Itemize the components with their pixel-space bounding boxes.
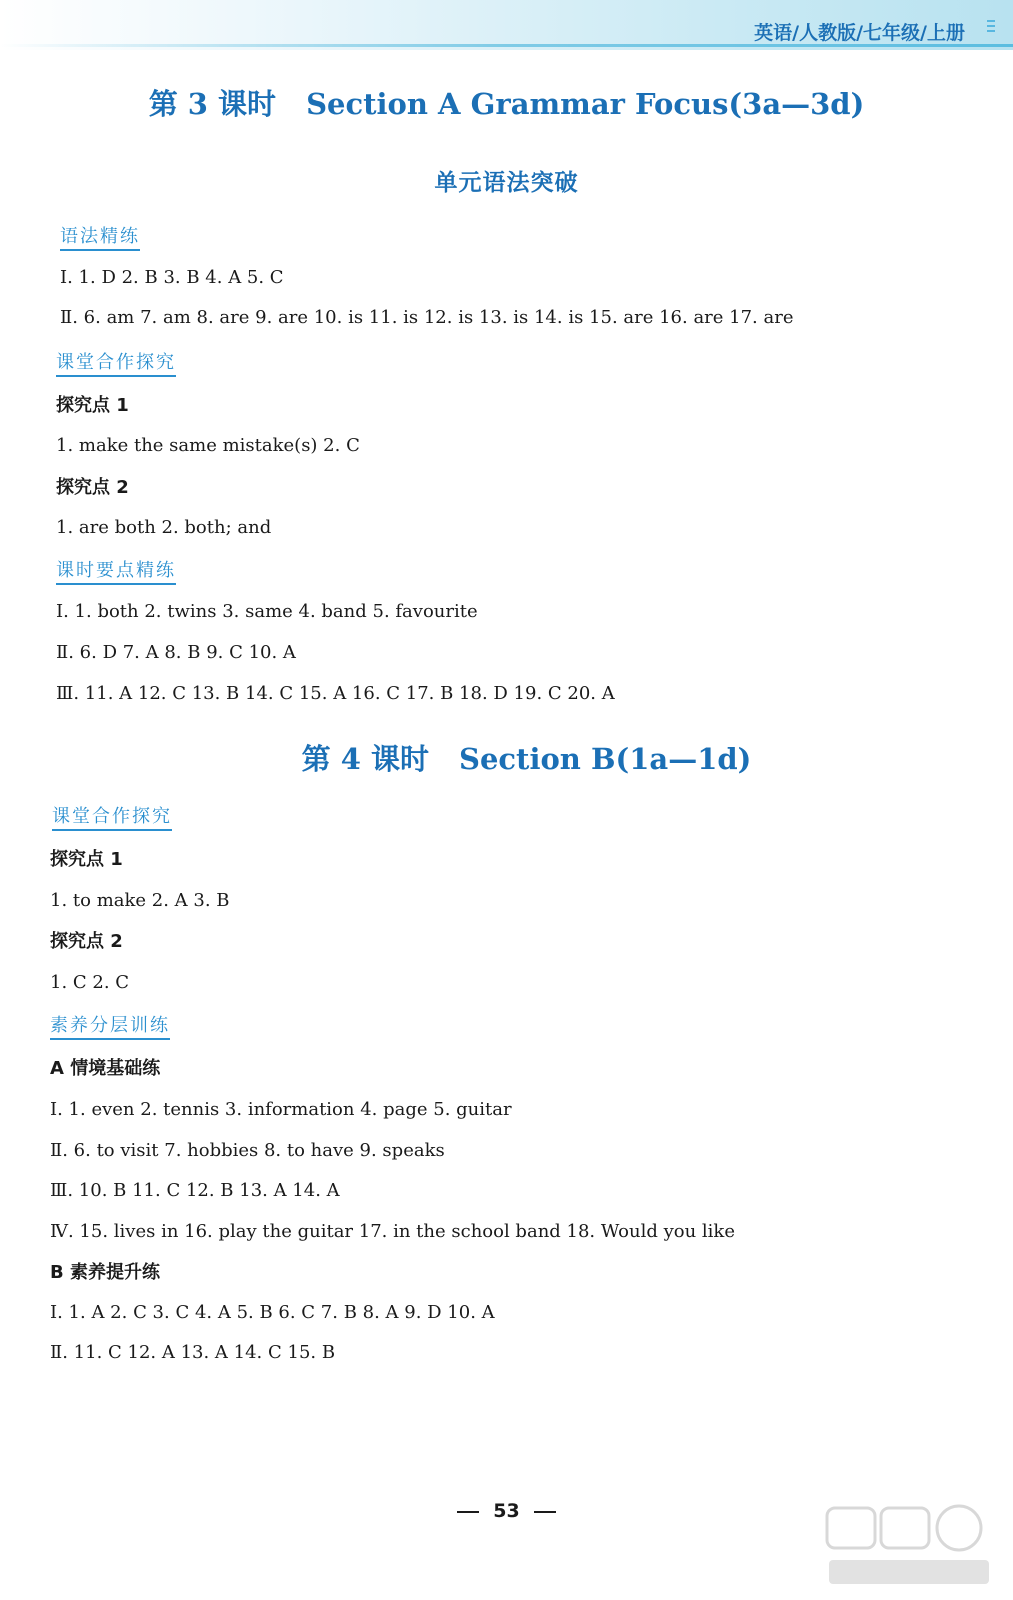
page-number-value: 53 [493, 1500, 520, 1522]
lesson-4-title [20, 737, 1013, 778]
book-series-label: 英语/人教版/七年级/上册 [754, 22, 965, 44]
lesson-4-title-en: Section B(1a—1d) [459, 742, 752, 776]
answer-line: Ⅱ. 6. am 7. am 8. are 9. are 10. is 11. is 12. is 13. is 14. is 15. are 16. are 17. are [60, 307, 794, 328]
inquiry-point-heading: 探究点 2 [56, 477, 129, 498]
answer-line: 1. C 2. C [50, 972, 130, 993]
answer-line: Ⅰ. 1. even 2. tennis 3. information 4. page 5. guitar [50, 1099, 512, 1120]
lesson-4-title-cn: 第 4 课时 [301, 742, 429, 776]
inquiry-point-heading: 探究点 1 [50, 849, 123, 870]
answer-line: Ⅳ. 15. lives in 16. play the guitar 17. in the school band 18. Would you like [50, 1221, 735, 1242]
answer-line: 1. are both 2. both; and [56, 517, 272, 538]
answer-line: 1. make the same mistake(s) 2. C [56, 435, 360, 456]
section-tag-class-inquiry: 课堂合作探究 [56, 352, 176, 377]
header-decoration [987, 20, 995, 35]
section-tag-key-points: 课时要点精练 [56, 560, 176, 585]
answer-line: Ⅱ. 6. to visit 7. hobbies 8. to have 9. speaks [50, 1140, 445, 1161]
answer-line: Ⅰ. 1. D 2. B 3. B 4. A 5. C [60, 267, 284, 288]
page-number-dash [457, 1511, 479, 1513]
lesson-3-title-en: Section A Grammar Focus(3a—3d) [306, 87, 865, 121]
answer-line: Ⅰ. 1. both 2. twins 3. same 4. band 5. favourite [56, 601, 478, 622]
answer-line: 1. to make 2. A 3. B [50, 890, 230, 911]
inquiry-point-heading: 探究点 2 [50, 931, 123, 952]
section-tag-grammar-practice: 语法精练 [60, 226, 140, 251]
answer-line: Ⅲ. 10. B 11. C 12. B 13. A 14. A [50, 1180, 340, 1201]
section-tag-class-inquiry: 课堂合作探究 [52, 806, 172, 831]
answer-line: Ⅱ. 6. D 7. A 8. B 9. C 10. A [56, 642, 296, 663]
subsection-b-heading: B 素养提升练 [50, 1262, 160, 1283]
inquiry-point-heading: 探究点 1 [56, 395, 129, 416]
subsection-a-heading: A 情境基础练 [50, 1058, 161, 1079]
lesson-3-title-cn: 第 3 课时 [148, 87, 277, 121]
answer-line: Ⅲ. 11. A 12. C 13. B 14. C 15. A 16. C 17. B 18. D 19. C 20. A [56, 683, 615, 704]
answer-line: Ⅰ. 1. A 2. C 3. C 4. A 5. B 6. C 7. B 8. A 9. D 10. A [50, 1302, 495, 1323]
page-number-dash [534, 1511, 556, 1513]
section-tag-tiered-training: 素养分层训练 [50, 1015, 170, 1040]
lesson-3-title [0, 82, 1013, 123]
answer-line: Ⅱ. 11. C 12. A 13. A 14. C 15. B [50, 1342, 336, 1363]
unit-grammar-heading: 单元语法突破 [434, 170, 579, 196]
watermark-logo [819, 1502, 999, 1592]
